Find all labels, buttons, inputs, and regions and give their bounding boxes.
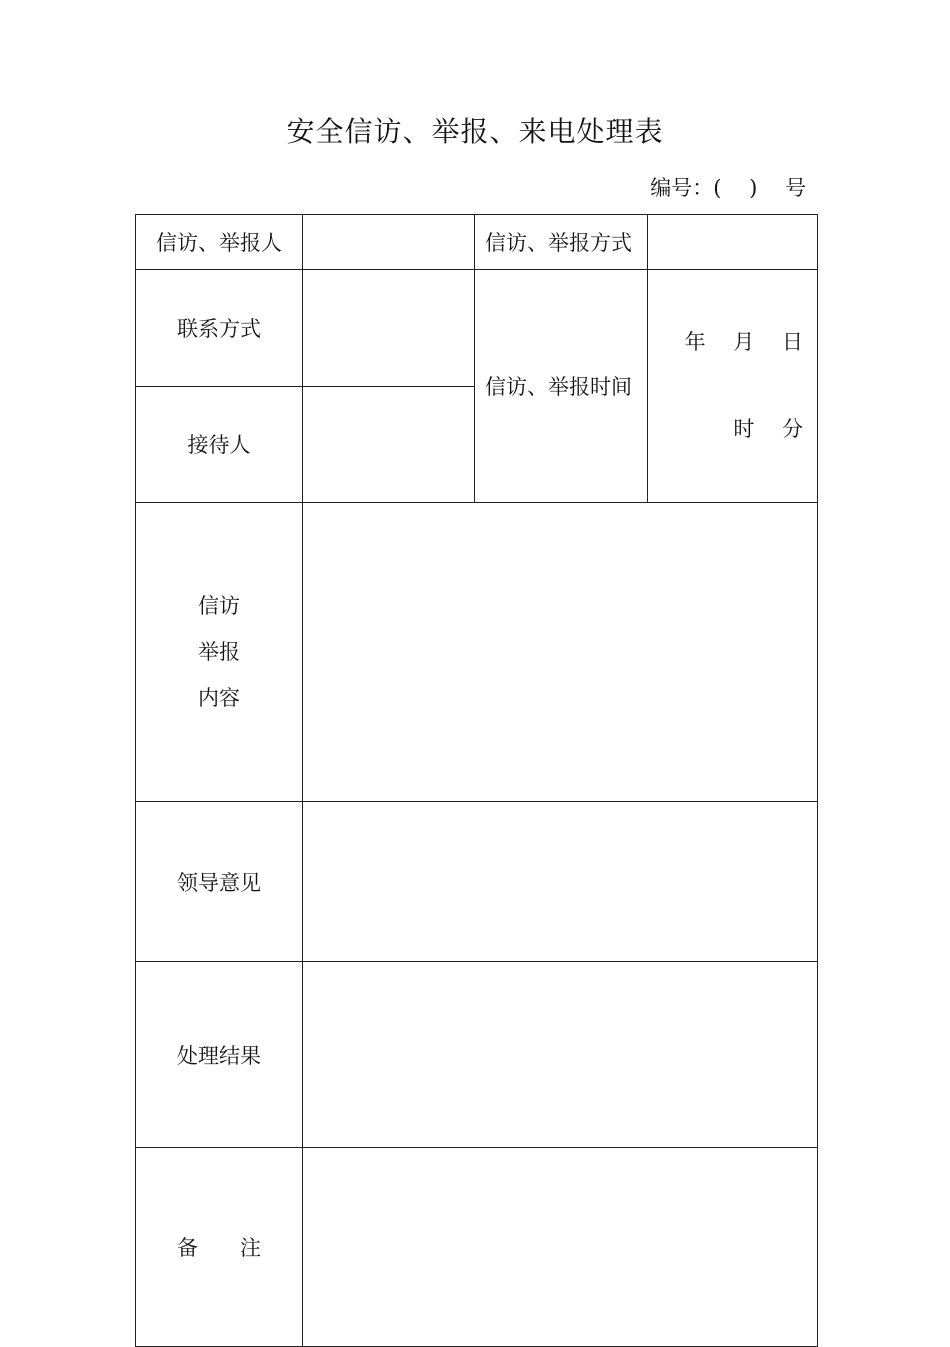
petitioner-label: 信访、举报人: [136, 215, 303, 270]
time-label: 信访、举报时间: [475, 270, 648, 503]
content-label: [136, 503, 303, 802]
content-label-line-2: 举报: [198, 640, 240, 664]
remarks-field[interactable]: [303, 1148, 818, 1347]
receiver-label: 接待人: [136, 386, 303, 503]
contact-field[interactable]: [303, 270, 475, 387]
content-label-line-3: 内容: [198, 686, 240, 710]
leader-opinion-label: 领导意见: [136, 802, 303, 962]
content-label-line-1: 信访: [198, 594, 240, 618]
petitioner-field[interactable]: [303, 215, 475, 270]
result-label: 处理结果: [136, 962, 303, 1148]
leader-opinion-field[interactable]: [303, 802, 818, 962]
time-field[interactable]: [648, 270, 818, 503]
form-title: 安全信访、举报、来电处理表: [286, 115, 664, 148]
contact-label: 联系方式: [136, 270, 303, 387]
date-line: 年 月 日: [684, 330, 803, 354]
time-line: 时 分: [733, 417, 803, 441]
serial-number-label: 编号：( ) 号: [650, 176, 806, 200]
result-field[interactable]: [303, 962, 818, 1148]
method-label: 信访、举报方式: [475, 215, 648, 270]
receiver-field[interactable]: [303, 386, 475, 503]
method-field[interactable]: [648, 215, 818, 270]
petition-form-table: [135, 214, 818, 1347]
remarks-label: 备 注: [136, 1148, 303, 1347]
content-field[interactable]: [303, 503, 818, 802]
